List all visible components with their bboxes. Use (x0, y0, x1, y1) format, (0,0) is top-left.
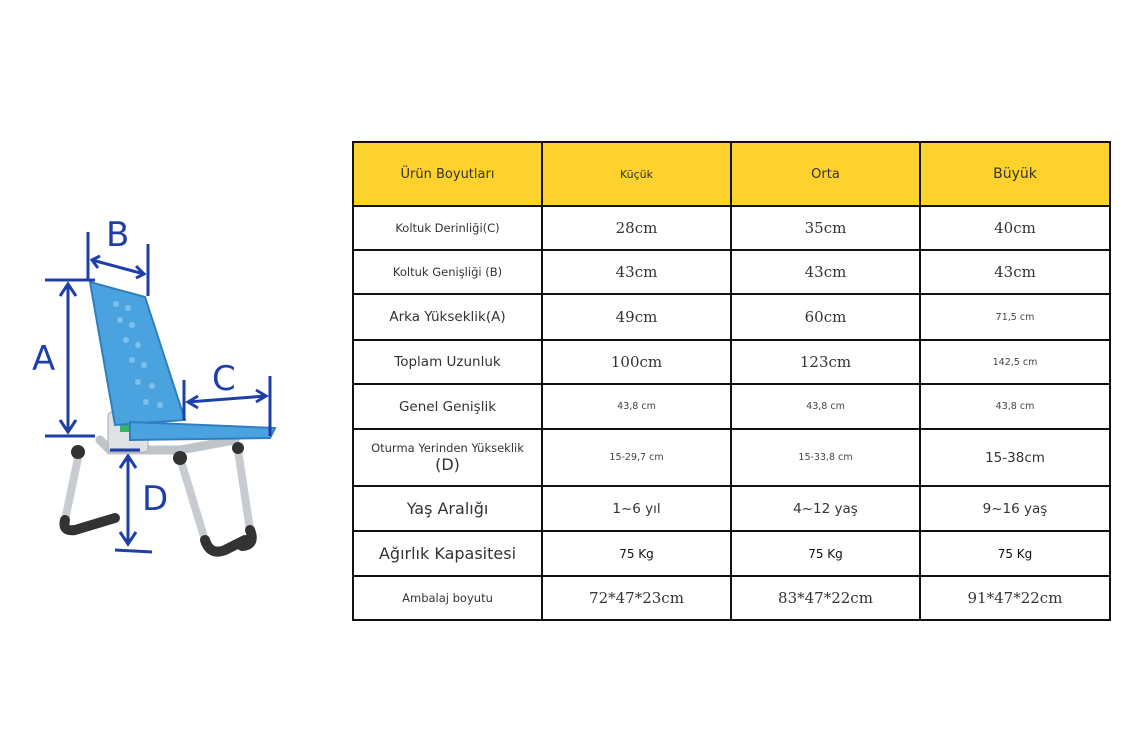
size-table (352, 141, 1111, 621)
row-label-suffix: (D) (435, 455, 460, 474)
row-label: Koltuk Genişliği (B) (353, 250, 542, 294)
cell-small: 28cm (542, 206, 731, 250)
row-label: Genel Genişlik (353, 384, 542, 429)
cell-small: 100cm (542, 340, 731, 384)
cell-large: 43,8 cm (920, 384, 1110, 429)
table-row (353, 384, 1110, 429)
chair-icon (20, 200, 320, 580)
row-label-text: Oturma Yerinden Yükseklik (371, 441, 524, 455)
cell-large: 40cm (920, 206, 1110, 250)
cell-small: 43cm (542, 250, 731, 294)
header-medium: Orta (731, 142, 920, 206)
cell-small: 49cm (542, 294, 731, 340)
cell-large: 142,5 cm (920, 340, 1110, 384)
cell-large: 15-38cm (920, 429, 1110, 486)
cell-small: 72*47*23cm (542, 576, 731, 620)
cell-medium: 43,8 cm (731, 384, 920, 429)
cell-large: 43cm (920, 250, 1110, 294)
row-label: Yaş Aralığı (353, 486, 542, 531)
cell-small: 15-29,7 cm (542, 429, 731, 486)
header-large: Büyük (920, 142, 1110, 206)
cell-large: 71,5 cm (920, 294, 1110, 340)
cell-medium: 35cm (731, 206, 920, 250)
chair-diagram (20, 200, 320, 580)
header-product-dimensions: Ürün Boyutları (353, 142, 542, 206)
dimension-a-label: A (32, 339, 56, 379)
dimension-c-label: C (212, 359, 236, 399)
cell-small: 75 Kg (542, 531, 731, 576)
table-row (353, 486, 1110, 531)
row-label (353, 429, 542, 486)
cell-medium: 43cm (731, 250, 920, 294)
cell-medium: 15-33,8 cm (731, 429, 920, 486)
cell-medium: 4~12 yaş (731, 486, 920, 531)
row-label: Arka Yükseklik(A) (353, 294, 542, 340)
seat-back (90, 282, 185, 425)
cell-large: 9~16 yaş (920, 486, 1110, 531)
row-label: Ambalaj boyutu (353, 576, 542, 620)
cell-small: 43,8 cm (542, 384, 731, 429)
cell-medium: 75 Kg (731, 531, 920, 576)
table-row (353, 206, 1110, 250)
table-row (353, 250, 1110, 294)
table-row (353, 429, 1110, 486)
table-header-row (353, 142, 1110, 206)
dimension-b-label: B (106, 215, 130, 255)
dimension-d-label: D (142, 479, 169, 519)
cell-medium: 83*47*22cm (731, 576, 920, 620)
cell-medium: 123cm (731, 340, 920, 384)
row-label: Ağırlık Kapasitesi (353, 531, 542, 576)
table-row (353, 576, 1110, 620)
seat-surface (130, 422, 275, 440)
cell-medium: 60cm (731, 294, 920, 340)
table-row (353, 294, 1110, 340)
row-label: Koltuk Derinliği(C) (353, 206, 542, 250)
row-label: Toplam Uzunluk (353, 340, 542, 384)
cell-small: 1~6 yıl (542, 486, 731, 531)
table-row (353, 340, 1110, 384)
header-small: Küçük (542, 142, 731, 206)
cell-large: 75 Kg (920, 531, 1110, 576)
cell-large: 91*47*22cm (920, 576, 1110, 620)
table-row (353, 531, 1110, 576)
